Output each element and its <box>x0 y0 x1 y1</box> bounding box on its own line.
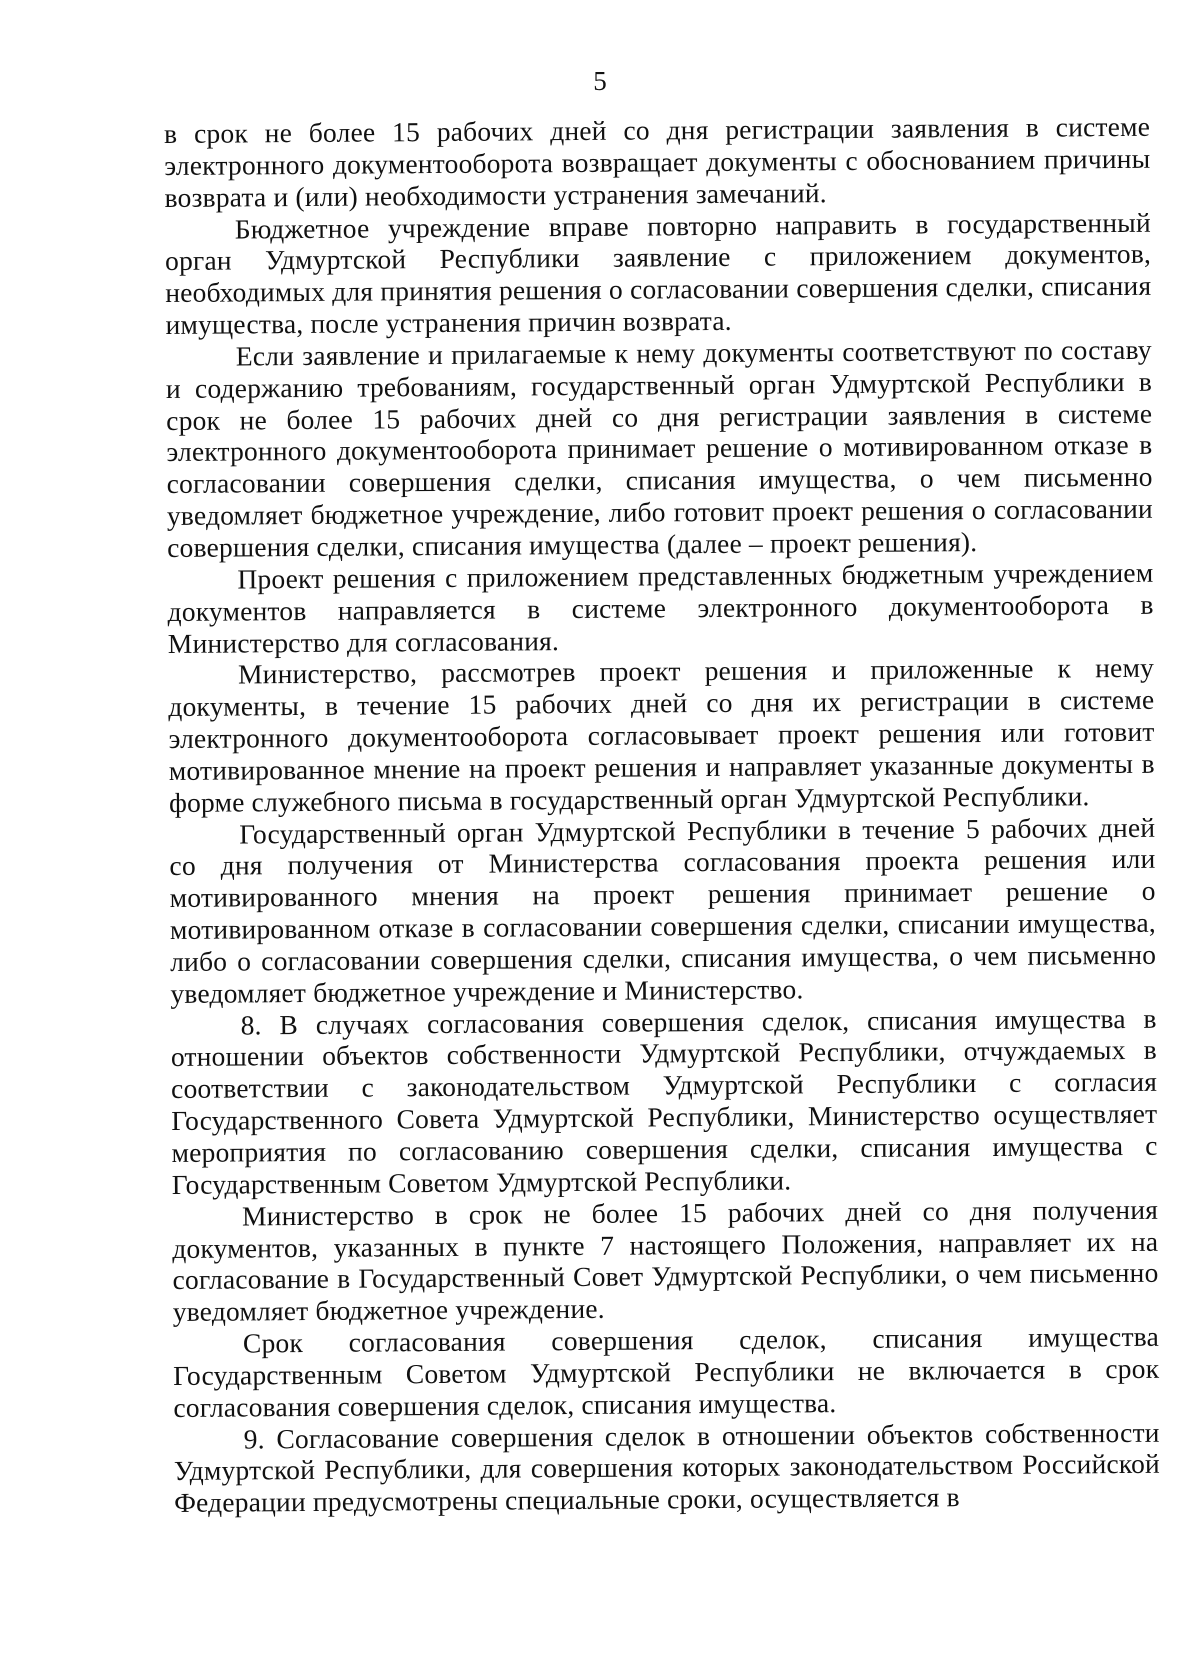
paragraph: Министерство в срок не более 15 рабочих дней со дня получения документов, указанных в пункте 7 настоящего Положения, направляет их на согласование в Государственный Совет Удмуртской Республики, о чем письменно уведомляет бюджетное учреждение. <box>172 1193 1159 1328</box>
paragraph: Министерство, рассмотрев проект решения и приложенные к нему документы, в течение 15 рабочих дней со дня их регистрации в системе электронного документооборота согласовывает проект решения или готовит мотивированное мнение на проект решения и направляет указанные документы в форме служебного письма в государственный орган Удмуртской Республики. <box>168 652 1155 818</box>
document-body <box>164 111 1160 1519</box>
paragraph-item-8: 8. В случаях согласования совершения сделок, списания имущества в отношении объектов собственности Удмуртской Республики, отчуждаемых в соответствии с законодательством Удмуртской Республики с согласия Государственного Совета Удмуртской Республики, Министерство осуществляет мероприятия по согласованию совершения сделки, списания имущества с Государственным Советом Удмуртской Республики. <box>170 1002 1158 1200</box>
page-number: 5 <box>593 66 607 96</box>
paragraph-item-9: 9. Согласование совершения сделок в отношении объектов собственности Удмуртской Республики, для совершения которых законодательством Российской Федерации предусмотрены специальные сроки, осуществляется в <box>173 1416 1161 1519</box>
paragraph: Бюджетное учреждение вправе повторно направить в государственный орган Удмуртской Республики заявление с приложением документов, необходимых для принятия решения о согласовании совершения сделки, списания имущества, после устранения причин возврата. <box>164 206 1152 341</box>
paragraph: Если заявление и прилагаемые к нему документы соответствуют по составу и содержанию требованиям, государственный орган Удмуртской Республики в срок не более 15 рабочих дней со дня регистрации заявления в системе электронного документооборота принимает решение о мотивированном отказе в согласовании совершения сделки, списания имущества, о чем письменно уведомляет бюджетное учреждение, либо готовит проект решения о согласовании совершения сделки, списания имущества (далее – проект решения). <box>165 333 1154 563</box>
paragraph: Проект решения с приложением представленных бюджетным учреждением документов направляется в системе электронного документооборота в Министерство для согласования. <box>167 556 1154 659</box>
paragraph: Срок согласования совершения сделок, списания имущества Государственным Советом Удмуртской Республики не включается в срок согласования совершения сделок, списания имущества. <box>173 1320 1160 1423</box>
paragraph-continuation: в срок не более 15 рабочих дней со дня регистрации заявления в системе электронного документооборота возвращает документы с обоснованием причины возврата и (или) необходимости устранения замечаний. <box>164 110 1151 213</box>
paragraph: Государственный орган Удмуртской Республики в течение 5 рабочих дней со дня получения от Министерства согласования проекта решения или мотивированного мнения на проект решения принимает решение о мотивированном отказе в согласовании совершения сделки, списании имущества, либо о согласовании совершения сделки, списания имущества, о чем письменно уведомляет бюджетное учреждение и Министерство. <box>169 811 1157 1009</box>
